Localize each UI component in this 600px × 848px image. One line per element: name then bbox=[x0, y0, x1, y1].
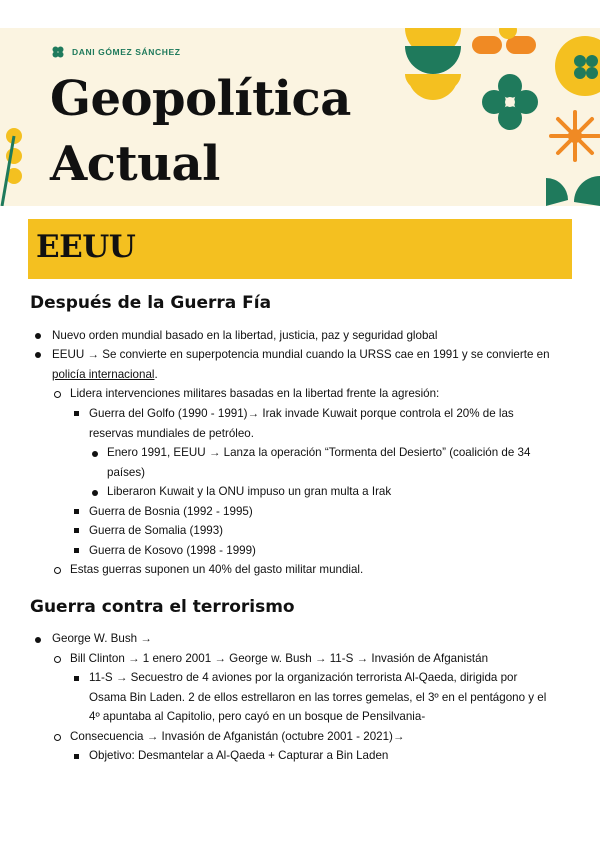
list-item: Bill Clinton → 1 enero 2001 → George w. Bush → 11-S → Invasión de Afganistán bbox=[70, 652, 489, 665]
bullet-square bbox=[74, 754, 79, 759]
bullet-disc bbox=[92, 490, 98, 496]
list-item-continuation: 4º apuntaba al Capitolio, pero cayó en un bosque de Pensilvania- bbox=[89, 710, 426, 723]
bullet-disc bbox=[35, 333, 41, 339]
section-banner bbox=[28, 219, 572, 279]
page-title-line-2: Actual bbox=[50, 136, 220, 192]
section-title: EEUU bbox=[36, 229, 136, 265]
list-item: Guerra del Golfo (1990 - 1991)→ Irak invade Kuwait porque controla el 20% de las bbox=[89, 407, 514, 420]
list-item: EEUU → Se convierte en superpotencia mundial cuando la URSS cae en 1991 y se convierte en bbox=[52, 348, 550, 361]
list-item: 11-S → Secuestro de 4 aviones por la organización terrorista Al-Qaeda, dirigida por bbox=[89, 671, 518, 684]
list-item: Guerra de Somalia (1993) bbox=[89, 524, 224, 537]
list-item: Objetivo: Desmantelar a Al-Qaeda + Capturar a Bin Laden bbox=[89, 749, 389, 762]
author-name: DANI GÓMEZ SÁNCHEZ bbox=[72, 47, 181, 57]
bullet-square bbox=[74, 509, 79, 514]
bullet-circle bbox=[54, 391, 61, 398]
list-item-continuation: países) bbox=[107, 466, 146, 479]
geometric-decoration-right bbox=[400, 28, 600, 206]
list-item-continuation: Osama Bin Laden. 2 de ellos estrellaron en las torres gemelas, el 3º en el pentágono y el bbox=[89, 691, 547, 704]
flower-decoration-left bbox=[0, 116, 30, 206]
list-item: Guerra de Bosnia (1992 - 1995) bbox=[89, 505, 253, 518]
list-item: Lidera intervenciones militares basadas en la libertad frente la agresión: bbox=[70, 387, 440, 400]
header-banner bbox=[0, 28, 600, 206]
list-item-continuation bbox=[52, 365, 158, 384]
page-title-line-1: Geopolítica bbox=[50, 71, 351, 127]
list-item: George W. Bush → bbox=[52, 632, 152, 645]
clover-icon bbox=[52, 46, 64, 58]
period: . bbox=[154, 368, 158, 381]
bullet-square bbox=[74, 548, 79, 553]
bullet-circle bbox=[54, 734, 61, 741]
bullet-disc bbox=[35, 352, 41, 358]
bullet-square bbox=[74, 528, 79, 533]
list-item: Consecuencia → Invasión de Afganistán (octubre 2001 - 2021)→ bbox=[70, 730, 405, 743]
list-item: Liberaron Kuwait y la ONU impuso un gran multa a Irak bbox=[107, 485, 392, 498]
list-item: Nuevo orden mundial basado en la libertad, justicia, paz y seguridad global bbox=[52, 329, 438, 342]
subsection-heading-2: Guerra contra el terrorismo bbox=[30, 597, 295, 617]
list-item: Enero 1991, EEUU → Lanza la operación “Tormenta del Desierto” (coalición de 34 bbox=[107, 446, 531, 459]
bullet-disc bbox=[92, 451, 98, 457]
list-item-continuation: reservas mundiales de petróleo. bbox=[89, 427, 254, 440]
bullet-square bbox=[74, 676, 79, 681]
subsection-heading-1: Después de la Guerra Fía bbox=[30, 293, 272, 313]
list-item: Estas guerras suponen un 40% del gasto militar mundial. bbox=[70, 563, 364, 576]
bullet-circle bbox=[54, 567, 61, 574]
underlined-term: policía internacional bbox=[52, 368, 155, 381]
bullet-circle bbox=[54, 656, 61, 663]
author-tag bbox=[52, 46, 181, 58]
bullet-square bbox=[74, 411, 79, 416]
bullet-disc bbox=[35, 637, 41, 643]
list-item: Guerra de Kosovo (1998 - 1999) bbox=[89, 544, 256, 557]
